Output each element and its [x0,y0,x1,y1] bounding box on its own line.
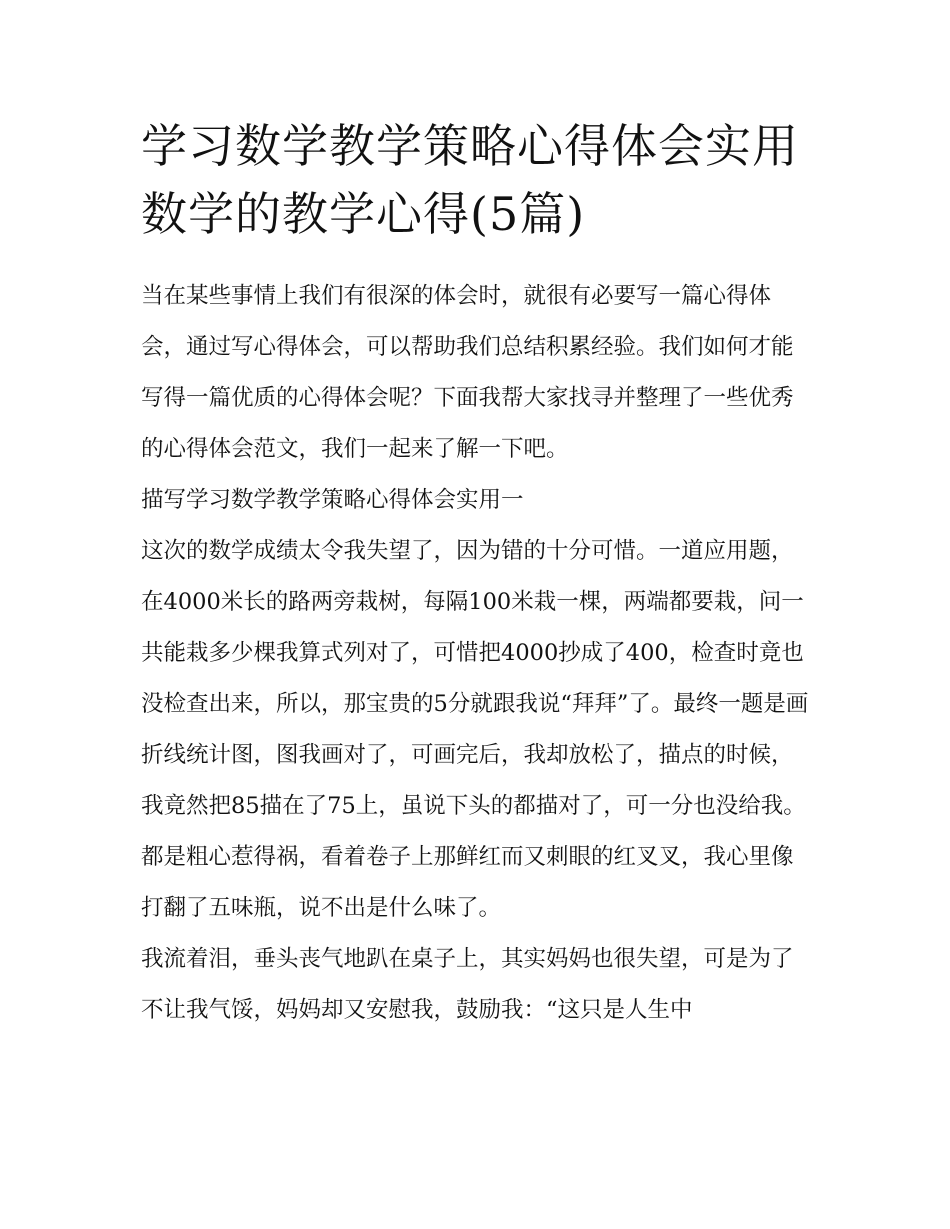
body-paragraph: 这次的数学成绩太令我失望了，因为错的十分可惜。一道应用题，在4000米长的路两旁栽树，每隔100米栽一棵，两端都要栽，问一共能栽多少棵我算式列对了，可惜把4000抄成了400，检查时竟也没检查出来，所以，那宝贵的5分就跟我说“拜拜”了。最终一题是画折线统计图，图我画对了，可画完后，我却放松了，描点的时候，我竟然把85描在了75上，虽说下头的都描对了，可一分也没给我。都是粗心惹得祸，看着卷子上那鲜红而又刺眼的红叉叉，我心里像打翻了五味瓶，说不出是什么味了。 [141,538,809,921]
title-spacer [141,248,813,271]
body-paragraph: 我流着泪，垂头丧气地趴在桌子上，其实妈妈也很失望，可是为了不让我气馁，妈妈却又安慰我，鼓励我：“这只是人生中 [141,946,794,1023]
document-body [141,112,813,1036]
document-title: 学习数学教学策略心得体会实用 数学的教学心得(5篇) [141,119,799,241]
section-heading: 描写学习数学教学策略心得体会实用一 [141,487,524,513]
intro-paragraph: 当在某些事情上我们有很深的体会时，就很有必要写一篇心得体会，通过写心得体会，可以帮助我们总结积累经验。我们如何才能写得一篇优质的心得体会呢？下面我帮大家找寻并整理了一些优秀的心得体会范文，我们一起来了解一下吧。 [141,283,794,462]
